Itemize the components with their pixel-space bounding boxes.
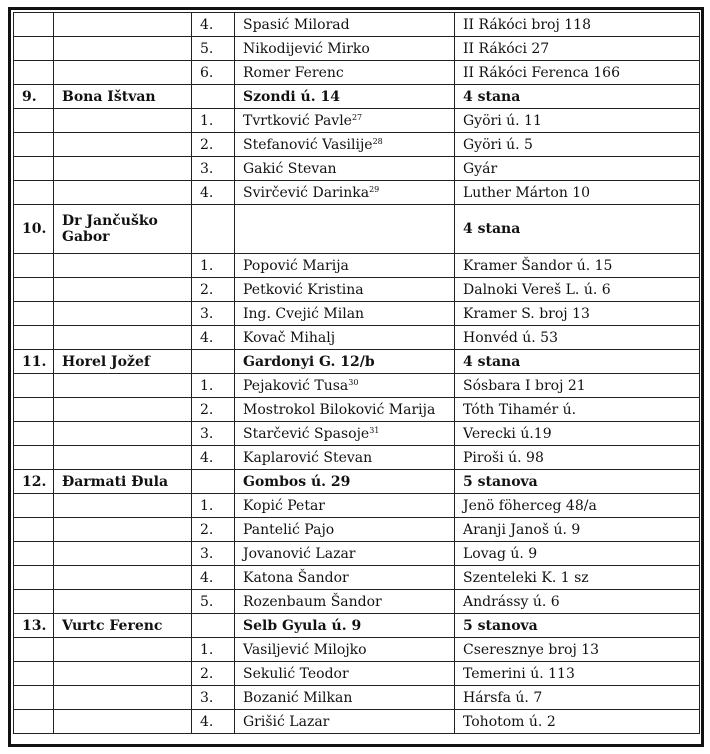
tenant-row: [14, 686, 700, 710]
tenant-address-cell: [455, 13, 700, 37]
sub-number-cell-text: 3.: [200, 305, 214, 322]
owner-name-cell: [54, 278, 192, 302]
sub-number-cell-text: 4.: [200, 569, 214, 586]
table-frame: [8, 7, 704, 747]
street-address-cell: [235, 205, 455, 254]
tenant-table: [13, 12, 700, 734]
owner-name-cell: [54, 181, 192, 205]
sub-number-cell: [192, 422, 235, 446]
tenant-address-cell: [455, 254, 700, 278]
row-number-cell: [14, 278, 54, 302]
owner-name-cell: [54, 61, 192, 85]
sub-number-cell: [192, 374, 235, 398]
sub-number-cell: [192, 566, 235, 590]
tenant-row: [14, 638, 700, 662]
sub-number-cell: [192, 686, 235, 710]
sub-number-cell-text: 3.: [200, 545, 214, 562]
tenant-name-cell: [235, 542, 455, 566]
sub-number-cell: [192, 13, 235, 37]
tenant-name-cell-text: Katona Šandor: [243, 569, 349, 586]
tenant-row: [14, 590, 700, 614]
owner-name-cell: [54, 37, 192, 61]
sub-number-cell: [192, 494, 235, 518]
tenant-address-cell: [455, 710, 700, 734]
tenant-row: [14, 374, 700, 398]
row-number-cell: [14, 566, 54, 590]
tenant-name-cell: [235, 157, 455, 181]
tenant-name-cell-text: Vasiljević Milojko: [243, 641, 367, 658]
tenant-name-cell-text: Popović Marija: [243, 257, 349, 274]
tenant-name-cell-text: Pejaković Tusa: [243, 377, 349, 394]
sub-number-cell: [192, 85, 235, 109]
row-number-cell-text: 12.: [22, 473, 47, 490]
row-number-cell: [14, 398, 54, 422]
tenant-name-cell: [235, 710, 455, 734]
footnote-marker: 30: [348, 377, 359, 387]
street-address-cell-text: Selb Gyula ú. 9: [243, 617, 362, 634]
owner-name-cell: [54, 85, 192, 109]
row-number-cell: [14, 422, 54, 446]
tenant-name-cell: [235, 254, 455, 278]
tenant-name-cell-text: Nikodijević Mirko: [243, 40, 370, 57]
owner-name-cell-text: Dr Jančuško Gabor: [62, 213, 158, 245]
tenant-row: [14, 662, 700, 686]
sub-number-cell: [192, 638, 235, 662]
tenant-row: [14, 109, 700, 133]
tenant-row: [14, 326, 700, 350]
tenant-name-cell-text: Pantelić Pajo: [243, 521, 335, 538]
tenant-name-cell-text: Starčević Spasoje: [243, 425, 370, 442]
tenant-address-cell-text: Kramer S. broj 13: [463, 305, 590, 322]
tenant-address-cell: [455, 446, 700, 470]
row-number-cell: [14, 157, 54, 181]
sub-number-cell-text: 3.: [200, 160, 214, 177]
tenant-address-cell-text: Gyár: [463, 160, 498, 177]
tenant-name-cell: [235, 494, 455, 518]
tenant-row: [14, 181, 700, 205]
row-number-cell: [14, 494, 54, 518]
sub-number-cell: [192, 326, 235, 350]
units-cell-text: 5 stanova: [463, 617, 538, 634]
tenant-address-cell-text: Györi ú. 5: [463, 136, 533, 153]
tenant-address-cell-text: Aranji Janoš ú. 9: [463, 521, 581, 538]
sub-number-cell-text: 1.: [200, 112, 214, 129]
sub-number-cell-text: 2.: [200, 136, 214, 153]
sub-number-cell: [192, 157, 235, 181]
tenant-address-cell: [455, 157, 700, 181]
tenant-address-cell-text: Cseresznye broj 13: [463, 641, 600, 658]
sub-number-cell: [192, 350, 235, 374]
tenant-name-cell-text: Ing. Cvejić Milan: [243, 305, 365, 322]
row-number-cell: [14, 374, 54, 398]
owner-name-cell: [54, 590, 192, 614]
sub-number-cell: [192, 590, 235, 614]
owner-name-cell-text: Horel Jožef: [62, 353, 150, 370]
sub-number-cell-text: 1.: [200, 377, 214, 394]
row-number-cell-text: 9.: [22, 88, 37, 105]
tenant-address-cell: [455, 61, 700, 85]
sub-number-cell: [192, 614, 235, 638]
table-body: [14, 13, 700, 734]
sub-number-cell: [192, 662, 235, 686]
sub-number-cell-text: 4.: [200, 16, 214, 33]
units-cell: [455, 614, 700, 638]
owner-name-cell: [54, 686, 192, 710]
owner-name-cell-text: Đarmati Đula: [62, 473, 169, 490]
tenant-name-cell-text: Tvrtković Pavle: [243, 112, 352, 129]
owner-name-cell: [54, 494, 192, 518]
sub-number-cell-text: 2.: [200, 401, 214, 418]
tenant-address-cell-text: Temerini ú. 113: [463, 665, 575, 682]
sub-number-cell: [192, 109, 235, 133]
tenant-name-cell-text: Grišić Lazar: [243, 713, 330, 730]
sub-number-cell-text: 1.: [200, 257, 214, 274]
row-number-cell: [14, 590, 54, 614]
tenant-address-cell-text: Verecki ú.19: [463, 425, 552, 442]
owner-name-cell: [54, 422, 192, 446]
tenant-address-cell: [455, 494, 700, 518]
tenant-address-cell: [455, 542, 700, 566]
owner-name-cell: [54, 109, 192, 133]
sub-number-cell-text: 1.: [200, 641, 214, 658]
street-address-cell: [235, 350, 455, 374]
owner-name-cell-text: Bona Ištvan: [62, 88, 156, 105]
units-cell: [455, 205, 700, 254]
sub-number-cell-text: 3.: [200, 425, 214, 442]
units-cell-text: 4 stana: [463, 353, 521, 370]
sub-number-cell: [192, 61, 235, 85]
row-number-cell: [14, 205, 54, 254]
row-number-cell: [14, 109, 54, 133]
row-number-cell: [14, 61, 54, 85]
tenant-name-cell: [235, 61, 455, 85]
tenant-address-cell-text: II Rákóci 27: [463, 40, 550, 57]
row-number-cell: [14, 470, 54, 494]
row-number-cell: [14, 614, 54, 638]
owner-name-cell: [54, 518, 192, 542]
row-number-cell: [14, 13, 54, 37]
tenant-name-cell: [235, 662, 455, 686]
footnote-marker: 31: [369, 425, 380, 435]
row-number-cell: [14, 85, 54, 109]
owner-name-cell: [54, 566, 192, 590]
row-number-cell-text: 11.: [22, 353, 47, 370]
row-number-cell: [14, 181, 54, 205]
tenant-name-cell: [235, 446, 455, 470]
row-number-cell: [14, 326, 54, 350]
street-address-cell: [235, 85, 455, 109]
tenant-row: [14, 710, 700, 734]
owner-name-cell: [54, 614, 192, 638]
tenant-name-cell: [235, 278, 455, 302]
units-cell-text: 5 stanova: [463, 473, 538, 490]
tenant-row: [14, 494, 700, 518]
owner-name-cell: [54, 542, 192, 566]
tenant-address-cell: [455, 590, 700, 614]
tenant-name-cell-text: Kovač Mihalj: [243, 329, 336, 346]
owner-name-cell: [54, 446, 192, 470]
units-cell-text: 4 stana: [463, 221, 521, 237]
sub-number-cell: [192, 470, 235, 494]
owner-name-cell: [54, 638, 192, 662]
sub-number-cell: [192, 254, 235, 278]
tenant-name-cell-text: Svirčević Darinka: [243, 184, 370, 201]
sub-number-cell: [192, 446, 235, 470]
footnote-marker: 27: [351, 112, 363, 122]
row-number-cell-text: 13.: [22, 617, 47, 634]
tenant-name-cell: [235, 133, 455, 157]
tenant-address-cell-text: Györi ú. 11: [463, 112, 542, 129]
tenant-name-cell: [235, 398, 455, 422]
sub-number-cell: [192, 710, 235, 734]
tenant-name-cell-text: Kopić Petar: [243, 497, 325, 514]
tenant-address-cell: [455, 518, 700, 542]
row-number-cell: [14, 638, 54, 662]
tenant-address-cell: [455, 686, 700, 710]
tenant-name-cell: [235, 37, 455, 61]
tenant-row: [14, 566, 700, 590]
tenant-name-cell-text: Kaplarović Stevan: [243, 449, 373, 466]
row-number-cell: [14, 686, 54, 710]
row-number-cell: [14, 350, 54, 374]
row-number-cell: [14, 446, 54, 470]
tenant-name-cell: [235, 590, 455, 614]
tenant-row: [14, 13, 700, 37]
tenant-address-cell: [455, 278, 700, 302]
sub-number-cell-text: 5.: [200, 40, 214, 57]
tenant-name-cell-text: Rozenbaum Šandor: [243, 593, 382, 610]
sub-number-cell-text: 5.: [200, 593, 214, 610]
sub-number-cell-text: 2.: [200, 281, 214, 298]
sub-number-cell-text: 4.: [200, 329, 214, 346]
row-number-cell: [14, 542, 54, 566]
sub-number-cell: [192, 278, 235, 302]
owner-name-cell: [54, 710, 192, 734]
tenant-name-cell-text: Bozanić Milkan: [243, 689, 353, 706]
sub-number-cell: [192, 518, 235, 542]
owner-name-cell: [54, 157, 192, 181]
tenant-name-cell-text: Gakić Stevan: [243, 160, 337, 177]
owner-name-cell-text: Vurtc Ferenc: [62, 617, 163, 634]
sub-number-cell-text: 4.: [200, 184, 214, 201]
tenant-address-cell: [455, 374, 700, 398]
owner-name-cell: [54, 254, 192, 278]
tenant-address-cell-text: II Rákóci broj 118: [463, 16, 591, 33]
sub-number-cell: [192, 398, 235, 422]
tenant-row: [14, 302, 700, 326]
tenant-name-cell-text: Stefanović Vasilije: [243, 136, 373, 153]
row-number-cell: [14, 710, 54, 734]
tenant-address-cell-text: Kramer Šandor ú. 15: [463, 257, 613, 274]
street-address-cell-text: Gombos ú. 29: [243, 473, 351, 490]
tenant-row: [14, 446, 700, 470]
tenant-row: [14, 278, 700, 302]
tenant-address-cell-text: Jenö föherceg 48/a: [463, 497, 597, 514]
street-address-cell-text: Szondi ú. 14: [243, 88, 340, 105]
tenant-name-cell: [235, 638, 455, 662]
tenant-address-cell: [455, 109, 700, 133]
street-address-cell: [235, 614, 455, 638]
tenant-address-cell: [455, 181, 700, 205]
tenant-name-cell: [235, 686, 455, 710]
units-cell: [455, 350, 700, 374]
tenant-name-cell: [235, 326, 455, 350]
tenant-address-cell: [455, 638, 700, 662]
building-row: [14, 350, 700, 374]
tenant-address-cell: [455, 566, 700, 590]
sub-number-cell: [192, 181, 235, 205]
tenant-address-cell: [455, 302, 700, 326]
owner-name-cell: [54, 326, 192, 350]
tenant-address-cell-text: Sósbara I broj 21: [463, 377, 586, 394]
units-cell: [455, 85, 700, 109]
owner-name-cell: [54, 398, 192, 422]
tenant-address-cell-text: Hársfa ú. 7: [463, 689, 543, 706]
street-address-cell-text: Gardonyi G. 12/b: [243, 353, 375, 370]
sub-number-cell-text: 2.: [200, 665, 214, 682]
tenant-row: [14, 422, 700, 446]
owner-name-cell: [54, 205, 192, 254]
building-row: [14, 614, 700, 638]
owner-name-cell: [54, 302, 192, 326]
tenant-name-cell: [235, 374, 455, 398]
street-address-cell: [235, 470, 455, 494]
tenant-address-cell: [455, 326, 700, 350]
owner-name-cell: [54, 13, 192, 37]
tenant-address-cell: [455, 662, 700, 686]
owner-name-cell: [54, 350, 192, 374]
owner-name-cell: [54, 662, 192, 686]
tenant-address-cell: [455, 133, 700, 157]
tenant-address-cell: [455, 398, 700, 422]
tenant-name-cell: [235, 422, 455, 446]
tenant-row: [14, 133, 700, 157]
tenant-name-cell-text: Jovanović Lazar: [243, 545, 356, 562]
sub-number-cell: [192, 133, 235, 157]
tenant-row: [14, 542, 700, 566]
row-number-cell: [14, 254, 54, 278]
tenant-name-cell-text: Romer Ferenc: [243, 64, 344, 81]
tenant-row: [14, 157, 700, 181]
row-number-cell: [14, 518, 54, 542]
tenant-address-cell-text: Luther Márton 10: [463, 184, 591, 201]
tenant-name-cell: [235, 566, 455, 590]
tenant-address-cell-text: II Rákóci Ferenca 166: [463, 64, 620, 81]
units-cell: [455, 470, 700, 494]
tenant-name-cell: [235, 302, 455, 326]
row-number-cell: [14, 302, 54, 326]
sub-number-cell: [192, 37, 235, 61]
tenant-name-cell: [235, 181, 455, 205]
tenant-name-cell-text: Sekulić Teodor: [243, 665, 349, 682]
tenant-row: [14, 254, 700, 278]
sub-number-cell-text: 6.: [200, 64, 214, 81]
sub-number-cell: [192, 542, 235, 566]
tenant-name-cell: [235, 109, 455, 133]
tenant-name-cell: [235, 13, 455, 37]
tenant-row: [14, 398, 700, 422]
tenant-address-cell-text: Tóth Tihamér ú.: [463, 401, 577, 418]
sub-number-cell: [192, 302, 235, 326]
footnote-marker: 29: [369, 184, 380, 194]
footnote-marker: 28: [372, 136, 383, 146]
tenant-row: [14, 37, 700, 61]
sub-number-cell-text: 2.: [200, 521, 214, 538]
building-row: [14, 470, 700, 494]
tenant-address-cell-text: Lovag ú. 9: [463, 545, 538, 562]
row-number-cell: [14, 133, 54, 157]
tenant-row: [14, 61, 700, 85]
tenant-address-cell-text: Szenteleki K. 1 sz: [463, 569, 589, 586]
tenant-name-cell-text: Petković Kristina: [243, 281, 364, 298]
sub-number-cell-text: 3.: [200, 689, 214, 706]
units-cell-text: 4 stana: [463, 88, 521, 105]
tenant-address-cell-text: Tohotom ú. 2: [463, 713, 556, 730]
tenant-name-cell-text: Mostrokol Biloković Marija: [243, 401, 436, 418]
tenant-row: [14, 518, 700, 542]
row-number-cell-text: 10.: [22, 221, 47, 237]
tenant-address-cell: [455, 37, 700, 61]
sub-number-cell-text: 4.: [200, 713, 214, 730]
sub-number-cell: [192, 205, 235, 254]
building-row: [14, 85, 700, 109]
owner-name-cell: [54, 133, 192, 157]
tenant-address-cell-text: Honvéd ú. 53: [463, 329, 558, 346]
tenant-address-cell-text: Piroši ú. 98: [463, 449, 544, 466]
tenant-address-cell: [455, 422, 700, 446]
building-row: [14, 205, 700, 254]
owner-name-cell: [54, 374, 192, 398]
tenant-name-cell: [235, 518, 455, 542]
row-number-cell: [14, 37, 54, 61]
tenant-address-cell-text: Dalnoki Vereš L. ú. 6: [463, 281, 611, 298]
tenant-name-cell-text: Spasić Milorad: [243, 16, 350, 33]
sub-number-cell-text: 4.: [200, 449, 214, 466]
tenant-address-cell-text: Andrássy ú. 6: [463, 593, 560, 610]
row-number-cell: [14, 662, 54, 686]
sub-number-cell-text: 1.: [200, 497, 214, 514]
owner-name-cell: [54, 470, 192, 494]
